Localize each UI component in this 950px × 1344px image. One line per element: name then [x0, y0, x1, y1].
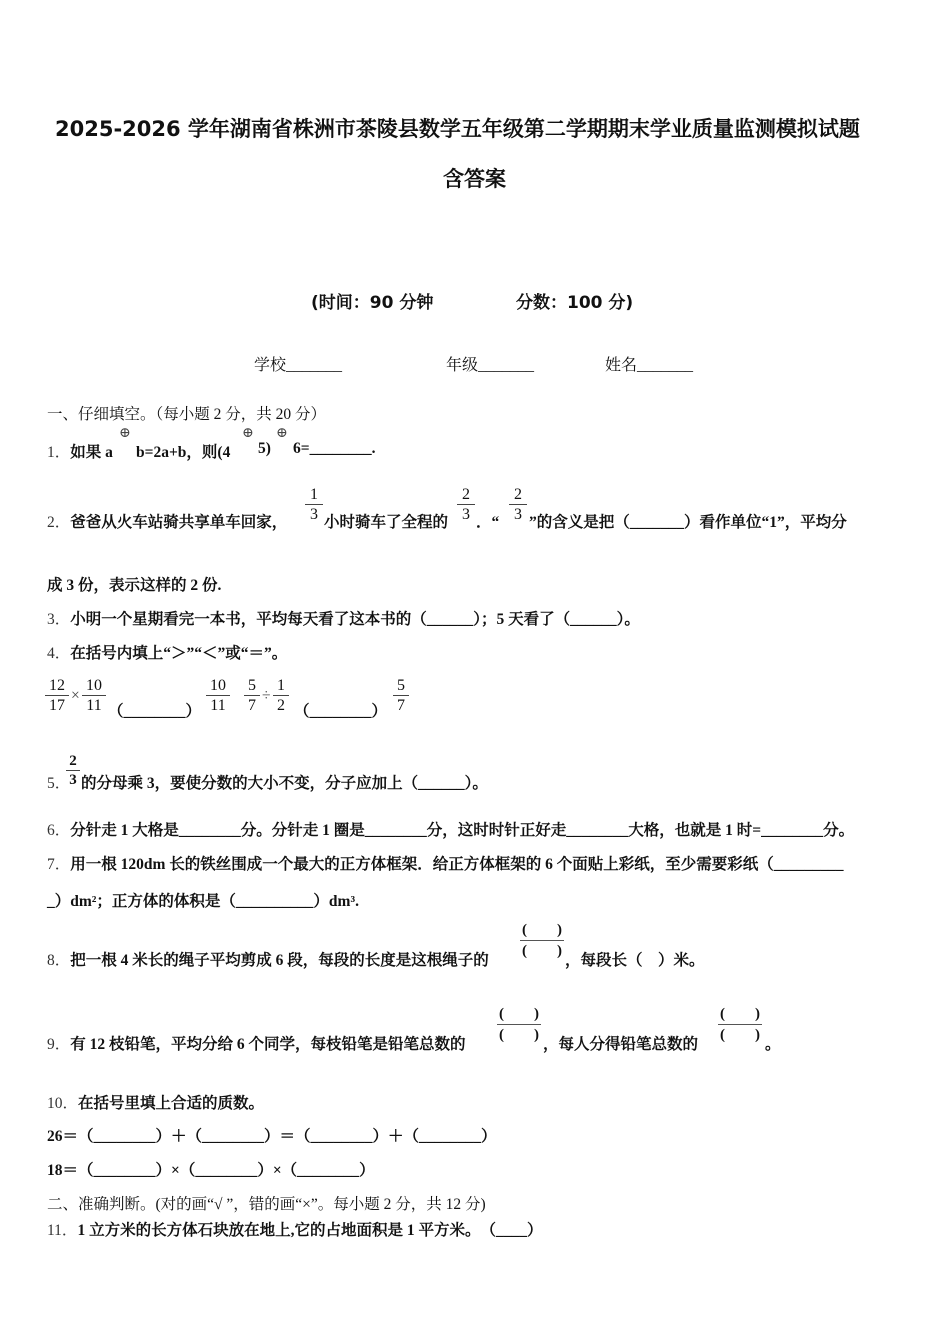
q6-text: 分针走 1 大格是________分。分针走 1 圈是________分，这时时针正好走________大格，也就是 1 时=________分。 — [70, 822, 855, 839]
q8-text-2: ，每段长（ ）米。 — [565, 952, 705, 969]
question-number: 7． — [47, 856, 71, 873]
question-2 — [47, 510, 287, 532]
fraction — [66, 752, 80, 789]
question-3 — [47, 607, 640, 629]
q10-row-2: 18＝（________）×（________）×（________） — [47, 1162, 375, 1179]
numerator: 10 — [206, 676, 230, 696]
fraction — [393, 676, 409, 715]
denominator: 17 — [49, 697, 65, 714]
question-1 — [47, 440, 113, 462]
fraction — [457, 485, 475, 524]
numerator: 2 — [509, 485, 527, 505]
q9-text-1: 有 12 枝铅笔，平均分给 6 个同学，每枝铅笔是铅笔总数的 — [70, 1036, 466, 1053]
times-sign: × — [71, 687, 80, 704]
denominator-blank[interactable]: ( ) — [720, 1027, 760, 1043]
fraction — [244, 676, 260, 715]
fraction — [206, 676, 230, 715]
q1-text-2: b=2a+b，则(4 — [136, 444, 231, 461]
q2-line-2: 成 3 份，表示这样的 2 份. — [47, 577, 222, 594]
fraction — [45, 676, 69, 715]
q3-text: 小明一个星期看完一本书，平均每天看了这本书的（______）；5 天看了（______）。 — [70, 611, 640, 628]
numerator: 1 — [273, 676, 289, 696]
divide-sign: ÷ — [262, 687, 271, 704]
grade-field[interactable]: 年级_______ — [446, 357, 535, 374]
numerator-blank[interactable]: ( ) — [520, 920, 564, 941]
question-number: 9． — [47, 1036, 71, 1053]
denominator: 7 — [248, 697, 256, 714]
question-number: 8． — [47, 952, 71, 969]
q9-text-3: 。 — [765, 1036, 781, 1053]
page-title-line2: 含答案 — [443, 167, 506, 191]
numerator: 10 — [82, 676, 106, 696]
exam-time: (时间：90 分钟 — [311, 293, 434, 313]
fraction — [509, 485, 527, 524]
q9-text-2: ，每人分得铅笔总数的 — [543, 1036, 699, 1053]
question-number: 10． — [47, 1095, 79, 1112]
q11-text: 1 立方米的长方体石块放在地上,它的占地面积是 1 平方米。 （____） — [77, 1222, 543, 1239]
denominator: 11 — [86, 697, 102, 714]
q2-text-1: 爸爸从火车站骑共享单车回家， — [70, 514, 288, 531]
numerator: 5 — [244, 676, 260, 696]
blank-fraction[interactable] — [497, 1004, 541, 1045]
page-title: 2025-2026 学年湖南省株洲市茶陵县数学五年级第二学期期末学业质量监测模拟试题 — [55, 117, 860, 141]
question-number: 3． — [47, 611, 71, 628]
question-9 — [47, 1032, 466, 1054]
q10-row-1: 26＝（________）＋（________）＝（________）＋（________） — [47, 1128, 497, 1145]
question-6 — [47, 818, 854, 840]
denominator: 3 — [462, 506, 470, 523]
numerator: 1 — [305, 485, 323, 505]
q2-text-3: ．“ — [476, 514, 500, 531]
denominator-blank[interactable]: ( ) — [499, 1027, 539, 1043]
denominator-blank[interactable]: ( ) — [522, 943, 562, 959]
compare-blank-1[interactable]: （________） — [108, 703, 202, 720]
fraction — [82, 676, 106, 715]
blank-fraction[interactable] — [520, 920, 564, 961]
numerator-blank[interactable]: ( ) — [497, 1004, 541, 1025]
blank-fraction[interactable] — [718, 1004, 762, 1045]
q1-text-4: 6=________. — [293, 440, 376, 457]
question-8 — [47, 948, 489, 970]
section1-header: 一、仔细填空。（每小题 2 分，共 20 分） — [47, 406, 327, 423]
q1-text-1: 如果 a — [70, 444, 113, 461]
question-number: 11． — [47, 1222, 78, 1239]
name-field[interactable]: 姓名_______ — [605, 357, 694, 374]
section2-header: 二、准确判断。(对的画“√ ”，错的画“×”。每小题 2 分，共 12 分) — [47, 1196, 486, 1213]
denominator: 3 — [514, 506, 522, 523]
denominator: 3 — [69, 772, 77, 788]
denominator: 3 — [310, 506, 318, 523]
q7-line-2: _）dm²；正方体的体积是（__________）dm³. — [47, 893, 359, 910]
question-4 — [47, 641, 287, 663]
question-number: 5． — [47, 775, 71, 792]
q7-text: 用一根 120dm 长的铁丝围成一个最大的正方体框架．给正方体框架的 6 个面贴上彩纸，至少需要彩纸（_________ — [70, 856, 844, 873]
q8-text-1: 把一根 4 米长的绳子平均剪成 6 段，每段的长度是这根绳子的 — [70, 952, 489, 969]
q2-text-2: 小时骑车了全程的 — [324, 514, 449, 531]
question-number: 6． — [47, 822, 71, 839]
question-10 — [47, 1091, 264, 1113]
question-number: 2． — [47, 514, 71, 531]
q5-text: 的分母乘 3，要使分数的大小不变，分子应加上（______）。 — [81, 775, 488, 792]
numerator: 5 — [393, 676, 409, 696]
question-number: 4． — [47, 645, 71, 662]
numerator: 2 — [66, 752, 80, 771]
denominator: 2 — [277, 697, 285, 714]
denominator: 11 — [210, 697, 226, 714]
oplus-icon: ⊕ — [276, 426, 288, 441]
numerator: 2 — [457, 485, 475, 505]
fraction — [273, 676, 289, 715]
compare-blank-2[interactable]: （________） — [294, 703, 388, 720]
q4-text: 在括号内填上“＞”“＜”或“＝”。 — [70, 645, 288, 662]
numerator-blank[interactable]: ( ) — [718, 1004, 762, 1025]
question-7 — [47, 852, 844, 874]
q10-text: 在括号里填上合适的质数。 — [78, 1095, 265, 1112]
school-field[interactable]: 学校_______ — [254, 357, 343, 374]
question-11 — [47, 1218, 542, 1240]
q2-text-4: ”的含义是把（_______）看作单位“1”，平均分 — [529, 514, 847, 531]
fraction — [305, 485, 323, 524]
numerator: 12 — [45, 676, 69, 696]
q1-text-3: 5) — [258, 440, 271, 457]
question-number: 1． — [47, 444, 71, 461]
exam-score: 分数：100 分) — [516, 293, 634, 313]
denominator: 7 — [397, 697, 405, 714]
oplus-icon: ⊕ — [242, 426, 254, 441]
oplus-icon: ⊕ — [119, 426, 131, 441]
